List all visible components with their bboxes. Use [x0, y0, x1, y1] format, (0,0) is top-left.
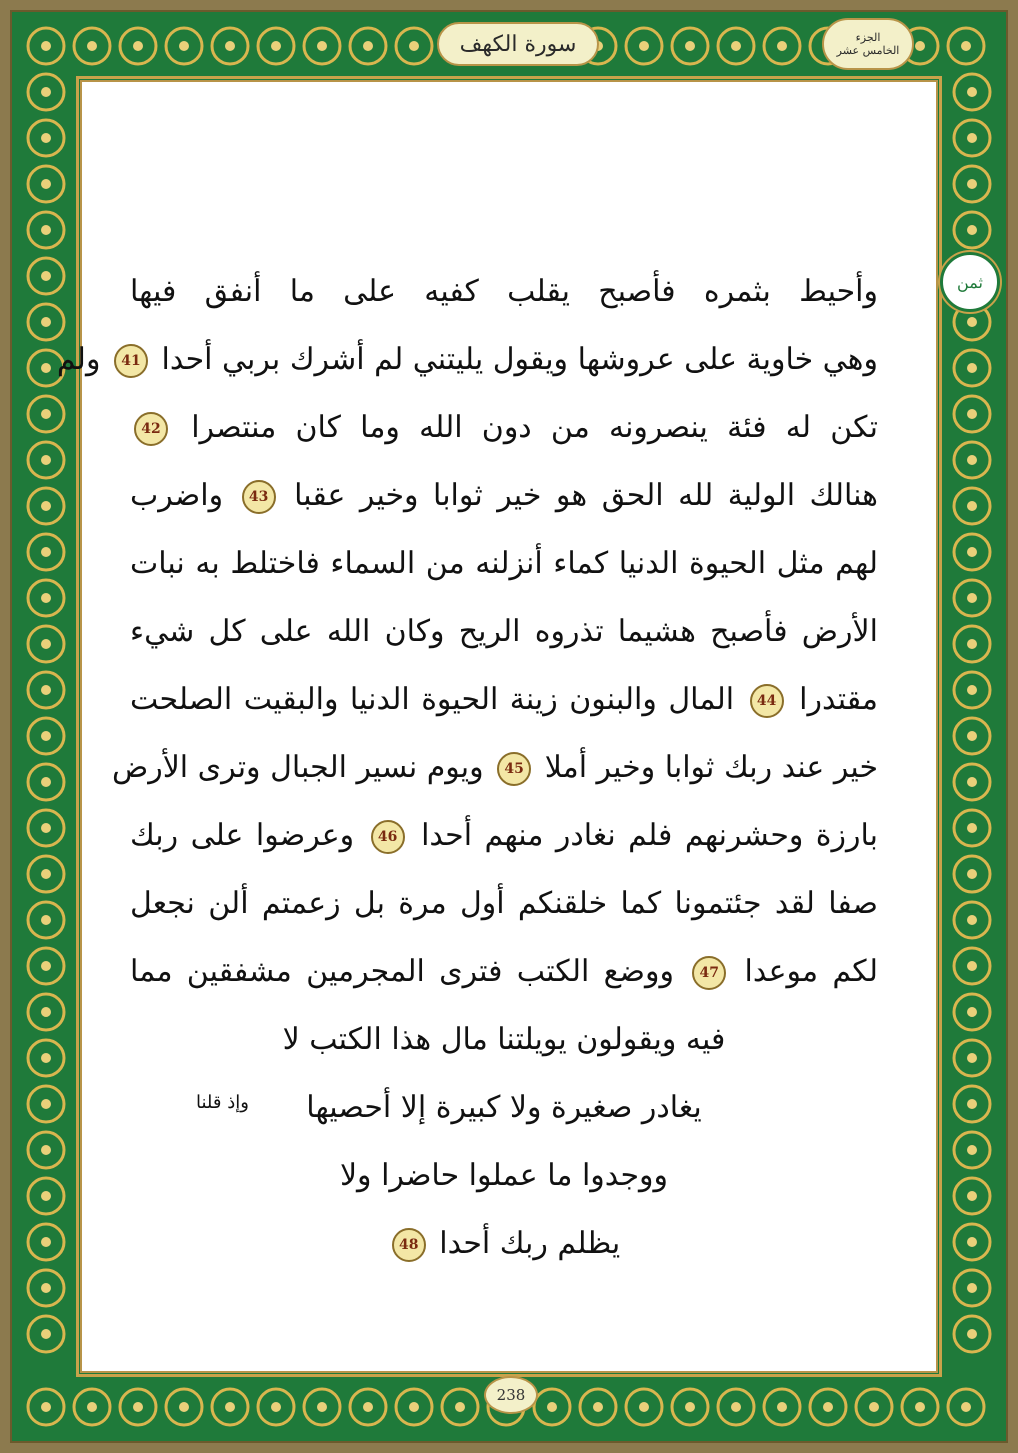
border-ornament-dot	[639, 41, 649, 51]
border-ornament-dot	[967, 547, 977, 557]
border-ornament-dot	[41, 1053, 51, 1063]
border-ornament-dot	[967, 1145, 977, 1155]
border-ornament-dot	[967, 455, 977, 465]
border-ornament-dot	[685, 1402, 695, 1412]
border-ornament-dot	[41, 179, 51, 189]
catchword: وإذ قلنا	[196, 1092, 249, 1113]
border-ornament-dot	[133, 1402, 143, 1412]
hizb-marker	[940, 252, 1000, 312]
page-number-cartouche	[484, 1376, 538, 1414]
border-ornament-dot	[317, 1402, 327, 1412]
text-line	[56, 326, 878, 394]
border-ornament-dot	[967, 869, 977, 879]
ayah-number-marker: 47	[692, 956, 726, 990]
border-ornament-dot	[41, 455, 51, 465]
ayah-number-marker: 44	[750, 684, 784, 718]
border-ornament-dot	[967, 133, 977, 143]
verse-text: تكن له فئة ينصرونه من دون الله وما كان منتصرا	[191, 410, 878, 445]
border-ornament-dot	[41, 1402, 51, 1412]
border-ornament-dot	[685, 41, 695, 51]
border-ornament-dot	[967, 501, 977, 511]
border-ornament-dot	[409, 41, 419, 51]
border-ornament-dot	[967, 1237, 977, 1247]
verse-text: ووضع الكتب فترى المجرمين مشفقين مما	[130, 954, 674, 989]
text-line	[130, 530, 878, 598]
border-ornament-dot	[41, 1237, 51, 1247]
text-line	[130, 462, 878, 530]
verse-text: مقتدرا	[799, 682, 878, 717]
border-ornament-dot	[967, 593, 977, 603]
border-ornament-dot	[41, 363, 51, 373]
border-ornament-dot	[41, 639, 51, 649]
juz-cartouche	[822, 18, 914, 70]
border-ornament-dot	[731, 41, 741, 51]
border-ornament-dot	[41, 501, 51, 511]
verse-text: يظلم ربك أحدا	[439, 1226, 621, 1261]
verse-text: ويوم نسير الجبال وترى الأرض	[111, 750, 484, 785]
border-ornament-dot	[87, 1402, 97, 1412]
border-ornament-dot	[639, 1402, 649, 1412]
border-ornament-dot	[41, 823, 51, 833]
border-ornament-dot	[455, 1402, 465, 1412]
border-ornament-dot	[41, 547, 51, 557]
text-line	[130, 870, 878, 938]
border-ornament-dot	[731, 1402, 741, 1412]
surah-name: سورة الكهف	[459, 31, 577, 57]
border-ornament-dot	[967, 731, 977, 741]
border-ornament-dot	[961, 41, 971, 51]
border-ornament-dot	[967, 1329, 977, 1339]
border-ornament-dot	[823, 1402, 833, 1412]
border-ornament-dot	[41, 685, 51, 695]
border-ornament-dot	[967, 1053, 977, 1063]
border-ornament-dot	[967, 317, 977, 327]
ayah-number-marker: 46	[371, 820, 405, 854]
border-ornament-dot	[41, 409, 51, 419]
text-line	[111, 734, 878, 802]
border-ornament-dot	[41, 87, 51, 97]
text-line	[130, 802, 878, 870]
border-ornament-dot	[41, 869, 51, 879]
verse-text: الأرض فأصبح هشيما تذروه الريح وكان الله على كل شيء	[130, 614, 878, 649]
border-ornament-dot	[317, 41, 327, 51]
verse-text: يغادر صغيرة ولا كبيرة إلا أحصيها	[306, 1090, 702, 1125]
verse-text: ووجدوا ما عملوا حاضرا ولا	[339, 1158, 669, 1193]
border-ornament-dot	[41, 317, 51, 327]
border-ornament-dot	[967, 179, 977, 189]
text-line	[130, 1006, 878, 1074]
border-ornament-dot	[41, 41, 51, 51]
border-ornament-dot	[225, 1402, 235, 1412]
border-ornament-dot	[915, 41, 925, 51]
text-line	[130, 394, 878, 462]
border-ornament-dot	[41, 133, 51, 143]
border-ornament-dot	[967, 961, 977, 971]
border-ornament-dot	[967, 1191, 977, 1201]
border-ornament-dot	[41, 961, 51, 971]
border-ornament-dot	[41, 1099, 51, 1109]
border-ornament-dot	[967, 1283, 977, 1293]
border-ornament-dot	[41, 777, 51, 787]
verse-text: وأحيط بثمره فأصبح يقلب كفيه على ما أنفق فيها	[130, 274, 878, 309]
verse-text: وعرضوا على ربك	[130, 818, 355, 853]
text-line	[130, 666, 878, 734]
hizb-marker-text: ثمن	[957, 272, 983, 292]
border-ornament-dot	[967, 1099, 977, 1109]
ayah-number-marker: 48	[392, 1228, 426, 1262]
border-ornament-dot	[967, 685, 977, 695]
border-ornament-dot	[967, 777, 977, 787]
border-ornament-dot	[41, 593, 51, 603]
border-ornament-dot	[777, 41, 787, 51]
page-number: 238	[496, 1386, 526, 1404]
border-ornament-dot	[363, 1402, 373, 1412]
border-ornament-dot	[961, 1402, 971, 1412]
border-ornament-dot	[225, 41, 235, 51]
border-ornament-dot	[179, 1402, 189, 1412]
border-ornament-dot	[967, 225, 977, 235]
border-ornament-dot	[777, 1402, 787, 1412]
verse-text: بارزة وحشرنهم فلم نغادر منهم أحدا	[421, 818, 878, 853]
border-ornament-dot	[41, 1007, 51, 1017]
border-ornament-dot	[547, 1402, 557, 1412]
border-ornament-dot	[915, 1402, 925, 1412]
verse-text: فيه ويقولون يويلتنا مال هذا الكتب لا	[282, 1022, 726, 1057]
border-ornament-dot	[967, 823, 977, 833]
border-ornament-dot	[41, 1283, 51, 1293]
border-ornament-dot	[869, 1402, 879, 1412]
juz-number: الخامس عشر	[836, 44, 900, 57]
verse-text: ولم	[56, 342, 101, 377]
border-ornament-dot	[967, 915, 977, 925]
border-ornament-dot	[271, 41, 281, 51]
verse-text: خير عند ربك ثوابا وخير أملا	[544, 750, 878, 785]
border-ornament-dot	[409, 1402, 419, 1412]
border-ornament-dot	[967, 363, 977, 373]
border-ornament-dot	[41, 1191, 51, 1201]
text-line	[130, 938, 878, 1006]
ayah-number-marker: 45	[497, 752, 531, 786]
border-ornament-dot	[41, 915, 51, 925]
ayah-number-marker: 41	[114, 344, 148, 378]
verse-text: هنالك الولية لله الحق هو خير ثوابا وخير عقبا	[294, 478, 878, 513]
border-ornament-dot	[87, 41, 97, 51]
border-ornament-dot	[271, 1402, 281, 1412]
verse-text: لكم موعدا	[744, 954, 878, 989]
ayah-number-marker: 42	[134, 412, 168, 446]
text-line	[130, 1142, 878, 1210]
border-ornament-dot	[41, 1145, 51, 1155]
border-ornament-dot	[593, 1402, 603, 1412]
border-ornament-dot	[967, 87, 977, 97]
border-ornament-dot	[179, 41, 189, 51]
verse-text: واضرب	[130, 478, 224, 513]
verse-text: المال والبنون زينة الحيوة الدنيا والبقيت الصلحت	[130, 682, 735, 717]
quran-text	[56, 258, 878, 1278]
border-ornament-dot	[363, 41, 373, 51]
text-line	[130, 598, 878, 666]
verse-text: صفا لقد جئتمونا كما خلقنكم أول مرة بل زعمتم ألن نجعل	[130, 886, 878, 921]
surah-name-cartouche	[437, 22, 599, 66]
text-line	[130, 258, 878, 326]
ayah-number-marker: 43	[242, 480, 276, 514]
border-ornament-dot	[41, 271, 51, 281]
verse-text: لهم مثل الحيوة الدنيا كماء أنزلنه من السماء فاختلط به نبات	[130, 546, 878, 581]
border-ornament-dot	[133, 41, 143, 51]
border-ornament-dot	[41, 1329, 51, 1339]
verse-text: وهي خاوية على عروشها ويقول يليتني لم أشرك بربي أحدا	[161, 342, 878, 377]
border-ornament-dot	[41, 731, 51, 741]
border-ornament-dot	[967, 1007, 977, 1017]
text-line	[130, 1210, 878, 1278]
border-ornament-dot	[967, 409, 977, 419]
border-ornament-dot	[967, 639, 977, 649]
juz-label: الجزء	[855, 31, 881, 44]
border-ornament-dot	[41, 225, 51, 235]
